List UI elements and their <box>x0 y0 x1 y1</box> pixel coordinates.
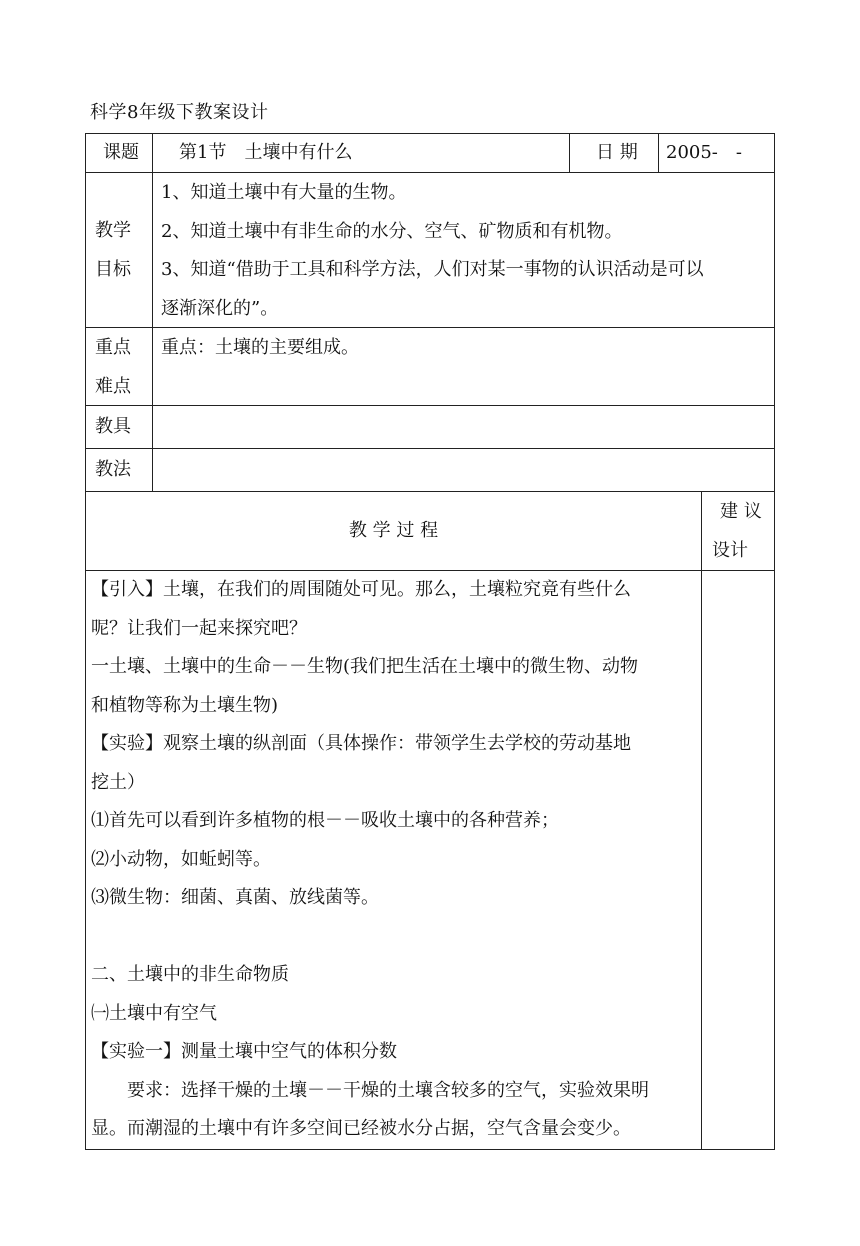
objective-line: 逐渐深化的”。 <box>161 297 279 319</box>
objectives-text <box>161 174 704 328</box>
process-line: 【实验一】测量土壤中空气的体积分数 <box>91 1041 397 1062</box>
objective-line: 1、知道土壤中有大量的生物。 <box>161 182 407 203</box>
objectives-label-line1: 教学 <box>95 220 131 241</box>
topic-label: 课题 <box>103 142 139 163</box>
row-divider <box>85 172 775 173</box>
objective-line: 3、知道“借助于工具和科学方法，人们对某一事物的认识活动是可以 <box>161 259 704 280</box>
row-divider <box>85 491 775 492</box>
date-label: 日 期 <box>596 142 638 163</box>
row-divider <box>85 405 775 406</box>
process-line: 呢？让我们一起来探究吧？ <box>91 617 307 639</box>
date-label-divider <box>569 133 570 173</box>
label-column-divider <box>152 133 153 492</box>
process-line: 显。而潮湿的土壤中有许多空间已经被水分占据，空气含量会变少。 <box>91 1118 631 1139</box>
process-line: 一土壤、土壤中的生命－－生物(我们把生活在土壤中的微生物、动物 <box>91 656 639 677</box>
process-line <box>91 918 649 957</box>
objective-line: 2、知道土壤中有非生命的水分、空气、矿物质和有机物。 <box>161 220 623 242</box>
process-line: 二、土壤中的非生命物质 <box>91 964 289 985</box>
process-line: ⑶微生物：细菌、真菌、放线菌等。 <box>91 887 379 908</box>
process-line: 挖土） <box>91 771 145 793</box>
row-divider <box>85 448 775 449</box>
suggestion-column-divider <box>701 491 702 1150</box>
process-line: 【引入】土壤，在我们的周围随处可见。那么，土壤粒究竟有些什么 <box>91 579 631 600</box>
key-points-label-line1: 重点 <box>95 337 131 358</box>
table-border-left <box>85 133 86 1150</box>
methods-label: 教法 <box>95 459 131 480</box>
process-line: 和植物等称为土壤生物) <box>91 694 279 716</box>
date-value-divider <box>658 133 659 173</box>
topic-value: 第1节 土壤中有什么 <box>179 142 353 163</box>
process-line: 要求：选择干燥的土壤－－干燥的土壤含较多的空气，实验效果明 <box>91 1079 649 1101</box>
process-line: ㈠土壤中有空气 <box>91 1002 217 1024</box>
process-line: ⑵小动物，如蚯蚓等。 <box>91 848 271 870</box>
table-border-bottom <box>85 1149 775 1150</box>
suggestion-label-line2: 设计 <box>712 540 748 561</box>
process-header: 教 学 过 程 <box>348 520 439 541</box>
objectives-label-line2: 目标 <box>95 259 131 280</box>
process-line: ⑴首先可以看到许多植物的根－－吸收土壤中的各种营养； <box>91 810 559 831</box>
tools-label: 教具 <box>95 416 131 437</box>
date-value: 2005- - <box>666 142 742 163</box>
table-border-right <box>774 133 775 1150</box>
key-points-label-line2: 难点 <box>95 376 131 397</box>
process-line: 【实验】观察土壤的纵剖面（具体操作：带领学生去学校的劳动基地 <box>91 733 631 754</box>
document-title: 科学8年级下教案设计 <box>90 102 269 123</box>
key-points-value: 重点：土壤的主要组成。 <box>161 337 359 358</box>
process-content <box>91 571 649 1149</box>
suggestion-label-line1: 建 议 <box>720 501 762 522</box>
